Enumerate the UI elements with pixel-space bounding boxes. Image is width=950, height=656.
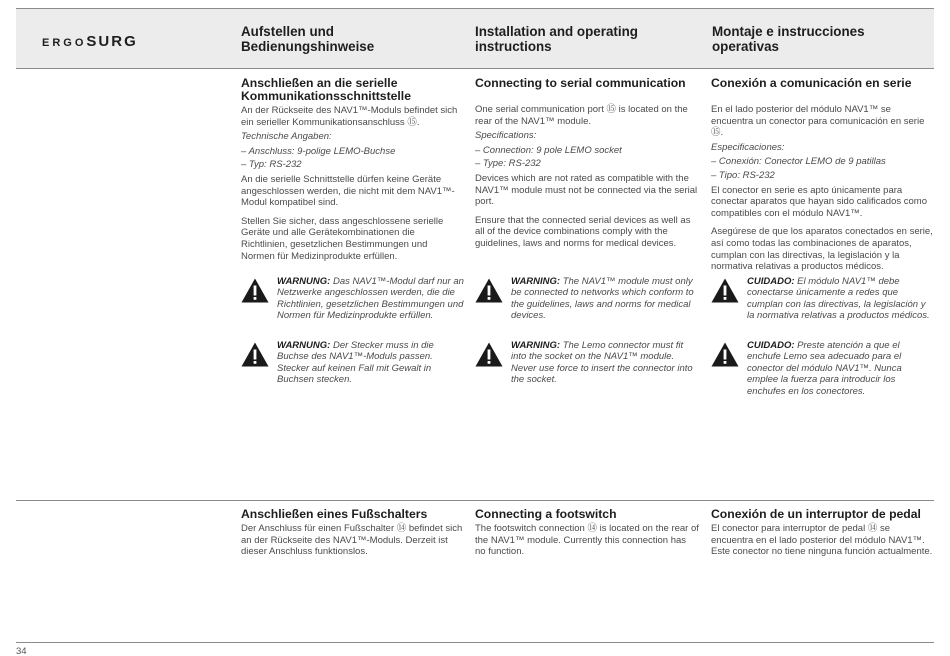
warning-label: WARNING: [511,340,561,351]
warning-label: CUIDADO: [747,340,795,351]
warning-text: El módulo NAV1™ debe conectarse únicamente a redes que cumplan con las directivas, la legislación y la normativa relativas a productos médicos. [747,276,930,322]
warning-text: The Lemo connector must fit into the socket on the NAV1™ module. Never use force to insert the connector into the socket. [511,340,693,386]
ergosurg-logo [42,33,138,51]
paragraph: An der Rückseite des NAV1™-Moduls befindet sich ein serieller Kommunikationsanschluss ⑮. [241,105,458,128]
footswitch-section-de [241,508,463,561]
warning-2-es [711,340,935,397]
spec-item: – Connection: 9 pole LEMO socket [475,144,622,156]
spec-item: – Tipo: RS-232 [711,169,775,181]
warning-label: WARNUNG: [277,276,331,287]
serial-section-de [241,77,463,265]
section-title: Conexión de un interruptor de pedal [711,507,921,521]
serial-section-es [711,77,933,276]
warning-triangle-icon [711,342,739,367]
warning-text: Das NAV1™-Modul darf nur an Netzwerke angeschlossen werden, die die Richtlinien, gesetzlichen Bestimmungen und Normen für Medizinprodukte erfüllen. [277,276,464,322]
warning-triangle-icon [475,342,503,367]
column-title-de: Aufstellen und Bedienungshinweise [241,24,375,54]
warning-label: CUIDADO: [747,276,795,287]
warning-1-en [475,276,701,322]
paragraph: Stellen Sie sicher, dass angeschlossene serielle Geräte und alle Gerätekombinationen die Richtlinien, gesetzlichen Bestimmungen und Normen für Medizinprodukte erfüllen. [241,215,444,262]
footer-rule [16,642,934,643]
paragraph: Der Anschluss für einen Fußschalter ⑭ befindet sich an der Rückseite des NAV1™-Moduls. Derzeit ist dieser Anschluss funktionslos. [241,523,463,558]
warning-triangle-icon [241,342,269,367]
warning-triangle-icon [711,278,739,303]
warning-label: WARNING: [511,276,561,287]
spec-heading: Technische Angaben: [241,131,332,143]
spec-item: – Typ: RS-232 [241,159,302,171]
logo-prefix: ERGO [42,37,87,49]
warning-label: WARNUNG: [277,340,331,351]
paragraph: An die serielle Schnittstelle dürfen keine Geräte angeschlossen werden, die nicht mit dem NAV1™-Modul kompatibel sind. [241,173,455,209]
spec-heading: Especificaciones: [711,141,785,153]
header-band [16,8,934,69]
warning-text: Preste atención a que el enchufe Lemo sea adecuado para el conector del módulo NAV1™. Nunca emplee la fuerza para introducir los enchufes en los conectores. [747,340,902,397]
section-title: Connecting to serial communication [475,76,686,90]
spec-item: – Type: RS-232 [475,158,541,170]
section-title: Anschließen an die serielle Kommunikationsschnittstelle [241,76,411,103]
footswitch-section-en [475,508,699,561]
paragraph: The footswitch connection ⑭ is located on the rear of the NAV1™ module. Currently this connection has no function. [475,523,699,558]
spec-item: – Conexión: Conector LEMO de 9 patillas [711,156,886,168]
warning-1-de [241,276,465,322]
page-number: 34 [16,646,27,656]
paragraph: Ensure that the connected serial devices as well as all of the device combinations comply with the guidelines, laws and norms for medical devices. [475,214,691,249]
warning-text: Der Stecker muss in die Buchse des NAV1™-Moduls passen. Stecker auf keinen Fall mit Gewalt in Buchsen stecken. [277,340,434,386]
section-title: Connecting a footswitch [475,507,617,521]
paragraph: Asegúrese de que los aparatos conectados en serie, así como todas las combinaciones de aparatos, cumplan con las directivas, la legislación y la normativa relativas a productos médicos. [711,226,933,273]
section-title: Conexión a comunicación en serie [711,76,912,90]
section-title: Anschließen eines Fußschalters [241,507,428,521]
column-title-es: Montaje e instrucciones operativas [712,24,865,54]
footswitch-section-es [711,508,933,561]
paragraph: Devices which are not rated as compatible with the NAV1™ module must not be connected via the serial port. [475,172,698,208]
paragraph: El conector en serie es apto únicamente para conectar aparatos que hayan sido calificados como compatibles con el módulo NAV1™. [711,184,927,219]
serial-section-en [475,77,699,253]
column-title-en: Installation and operating instructions [475,24,638,54]
paragraph: One serial communication port ⑮ is located on the rear of the NAV1™ module. [475,104,688,127]
logo-suffix: SURG [86,33,138,50]
warning-1-es [711,276,935,322]
warning-triangle-icon [475,278,503,303]
spec-heading: Specifications: [475,130,537,142]
warning-2-en [475,340,701,386]
section-divider [16,500,934,501]
warning-2-de [241,340,465,386]
paragraph: En el lado posterior del módulo NAV1™ se encuentra un conector para comunicación en serie ⑮. [711,104,925,139]
warning-triangle-icon [241,278,269,303]
spec-item: – Anschluss: 9-polige LEMO-Buchse [241,145,396,157]
paragraph: El conector para interruptor de pedal ⑭ se encuentra en el lado posterior del módulo NAV1™. Este conector no tiene ninguna función actualmente. [711,523,933,558]
warning-text: The NAV1™ module must only be connected to networks which conform to the guidelines, laws and norms for medical devices. [511,276,694,322]
